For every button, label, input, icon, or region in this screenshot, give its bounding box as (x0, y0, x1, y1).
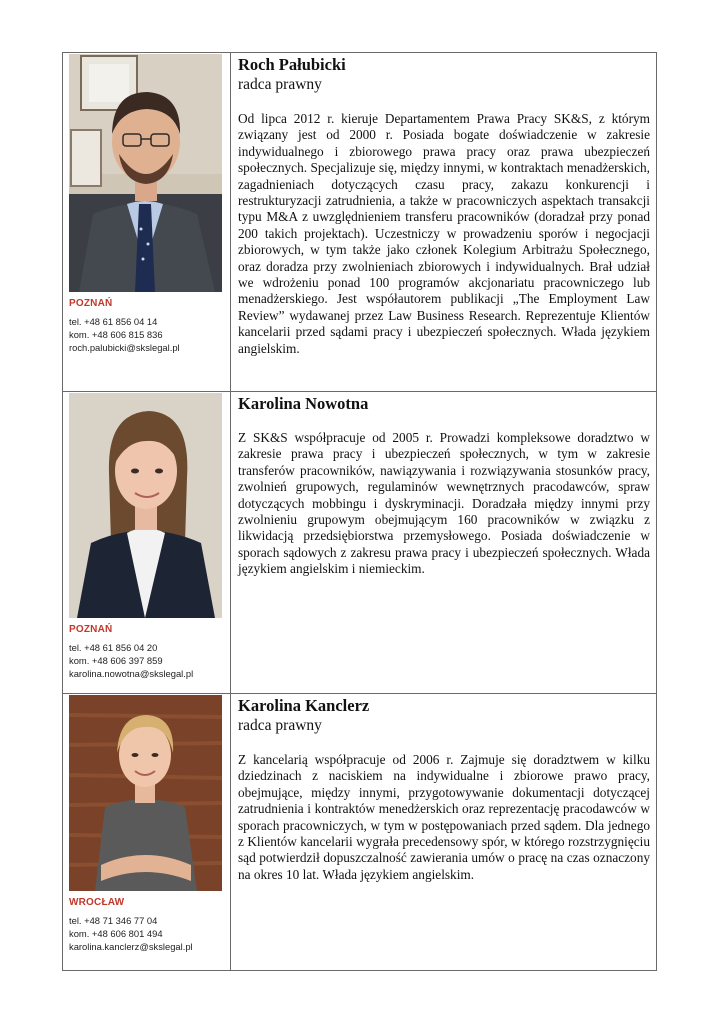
portrait-photo (69, 54, 222, 292)
person-name: Karolina Kanclerz (238, 696, 370, 715)
person-row (63, 694, 656, 970)
contact-details (69, 641, 224, 680)
phone-number: tel. +48 71 346 77 04 (69, 915, 158, 926)
email-address[interactable]: karolina.nowotna@skslegal.pl (69, 668, 194, 679)
office-city: POZNAŃ (69, 298, 113, 309)
office-city: POZNAŃ (69, 624, 113, 635)
portrait-photo (69, 393, 222, 618)
person-row (63, 392, 656, 694)
person-bio: Od lipca 2012 r. kieruje Departamentem Prawa Pracy SK&S, z którym związany jest od 2000 r. Posiada bogate doświadczenie w zakresie indywidualnego i zbiorowego prawa pracy oraz prawa ubezpieczeń społecznych. Specjalizuje się, między innymi, w kontraktach menadżerskich, zagadnieniach dotyczących czasu pracy, zakazu konkurencji i restrukturyzacji zatrudnienia, a także w pracowniczych aspektach transakcji typu M&A z uwzględnieniem transferu pracowników (doradzał przy ponad 200 takich projektach). Uczestniczy w prowadzeniu sporów i negocjacji zbiorowych, w tym także jako członek Kolegium Arbitrażu Społecznego, oraz doradza przy zwolnieniach zbiorowych i indywidualnych. Brał udział we wdrożeniu ponad 100 programów akcjonariatu pracowniczego lub menadżerskiego. Jest współautorem publikacji „The Employment Law Review” wydawanej przez Law Business Research. Reprezentuje Klientów kancelarii przed sądami pracy i ubezpieczeń społecznych. Włada językiem angielskim. (238, 111, 650, 356)
mobile-number: kom. +48 606 815 836 (69, 329, 163, 340)
person-contact-cell (63, 694, 231, 970)
person-name: Roch Pałubicki (238, 55, 346, 74)
person-contact-cell (63, 392, 231, 693)
person-bio-cell (231, 392, 656, 693)
email-address[interactable]: karolina.kanclerz@skslegal.pl (69, 941, 193, 952)
mobile-number: kom. +48 606 801 494 (69, 928, 163, 939)
person-title: radca prawny (238, 76, 322, 93)
person-bio: Z SK&S współpracuje od 2005 r. Prowadzi kompleksowe doradztwo w zakresie prawa pracy i ubezpieczeń społecznych, w tym w zakresie transferów pracowników, nawiązywania i rozwiązywania stosunków pracy, zwolnień grupowych, regulaminów wewnętrznych pracodawców, spraw dotyczących mobbingu i dyskryminacji. Doradzała między innymi przy zwolnieniu grupowym obejmującym 160 pracowników w związku z likwidacją przedsiębiorstwa przemysłowego. Posiada doświadczenie w sporach sądowych z zakresu prawa pracy i ubezpieczeń społecznych. Włada językiem angielskim i niemieckim. (238, 430, 650, 577)
email-address[interactable]: roch.palubicki@skslegal.pl (69, 342, 180, 353)
portrait-photo (69, 695, 222, 891)
person-bio-cell (231, 694, 656, 970)
contact-details (69, 315, 224, 354)
person-bio: Z kancelarią współpracuje od 2006 r. Zajmuje się doradztwem w kilku dziedzinach z naciskiem na indywidualne i zbiorowe prawo pracy, obejmujące, między innymi, przygotowywanie dokumentacji dotyczącej zatrudnienia i kontraktów menedżerskich oraz reprezentację pracodawców w sporach pracowniczych, w tym w postępowaniach przed sądem. Dla jednego z Klientów kancelarii wygrała precedensowy spór, w którego rozstrzygnięciu sąd potwierdził dopuszczalność zawierania umów o pracę na czas oznaczony na okres 10 lat. Włada językiem angielskim. (238, 752, 650, 882)
person-name: Karolina Nowotna (238, 394, 369, 413)
contact-details (69, 914, 224, 953)
mobile-number: kom. +48 606 397 859 (69, 655, 163, 666)
office-city: WROCŁAW (69, 897, 125, 908)
phone-number: tel. +48 61 856 04 14 (69, 316, 158, 327)
person-title: radca prawny (238, 717, 322, 734)
person-row (63, 53, 656, 392)
lawyers-table (62, 52, 657, 971)
person-bio-cell (231, 53, 656, 391)
person-contact-cell (63, 53, 231, 391)
phone-number: tel. +48 61 856 04 20 (69, 642, 158, 653)
